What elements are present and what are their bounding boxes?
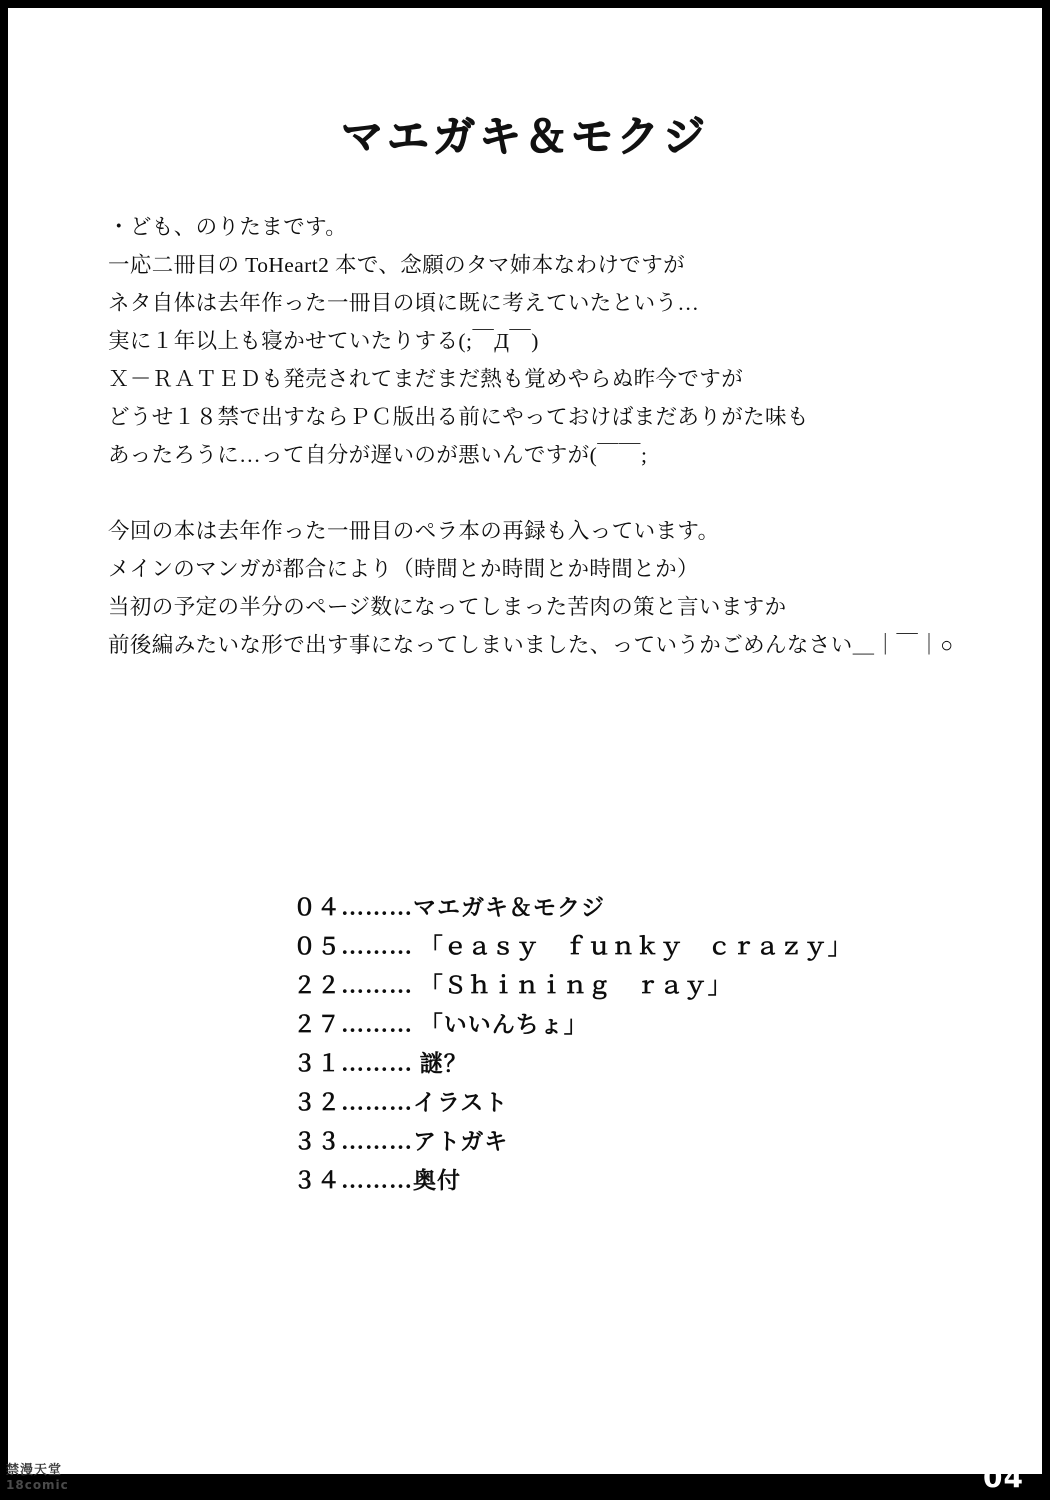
paragraph-gap [108,474,968,512]
watermark-line-2: 18comic [6,1478,69,1492]
toc-entry: ３３………アトガキ [293,1129,509,1154]
preface-line: ・ども、のりたまです。 [108,215,348,239]
toc-entry: ２２……… 「Ｓｈｉｎｉｎｇ ｒａｙ」 [293,973,732,998]
paper-sheet [8,8,1042,1474]
page-title: マエガキ＆モクジ [340,112,709,161]
preface-line: 実に１年以上も寝かせていたりする(;￣Д￣) [108,329,539,353]
preface-line: 当初の予定の半分のページ数になってしまった苦肉の策と言いますか [108,595,787,619]
preface-line: 前後編みたいな形で出す事になってしまいました、っていうかごめんなさい＿｜￣｜○ [108,633,954,657]
preface-line: 今回の本は去年作った一冊目のペラ本の再録も入っています。 [108,519,720,543]
toc-entry: ０５……… 「ｅａｓｙ ｆｕｎｋｙ ｃｒａｚｙ」 [293,934,852,959]
page-number: 04 [983,1461,1024,1494]
watermark-logo [6,1464,92,1492]
preface-line: どうせ１８禁で出すならＰＣ版出る前にやっておけばまだありがた味も [108,405,809,429]
toc-entry: ３２………イラスト [293,1090,509,1115]
table-of-contents [293,888,893,1200]
toc-entry: ３４………奥付 [293,1168,461,1193]
preface-text [108,208,968,664]
toc-entry: ０４………マエガキ＆モクジ [293,895,605,920]
toc-entry: ２７……… 「いいんちょ」 [293,1012,588,1037]
preface-line: メインのマンガが都合により（時間とか時間とか時間とか） [108,557,699,581]
preface-line: Ｘ－ＲＡＴＥＤも発売されてまだまだ熱も覚めやらぬ昨今ですが [108,367,744,391]
preface-line: 一応二冊目の ToHeart2 本で、念願のタマ姉本なわけですが [108,253,685,277]
toc-entry: ３１……… 謎？ [293,1051,468,1076]
watermark-line-1: 禁漫天堂 [6,1463,63,1478]
preface-line: あったろうに…って自分が遅いのが悪いんですが(￣￣; [108,443,648,467]
preface-line: ネタ自体は去年作った一冊目の頃に既に考えていたという… [108,291,700,315]
